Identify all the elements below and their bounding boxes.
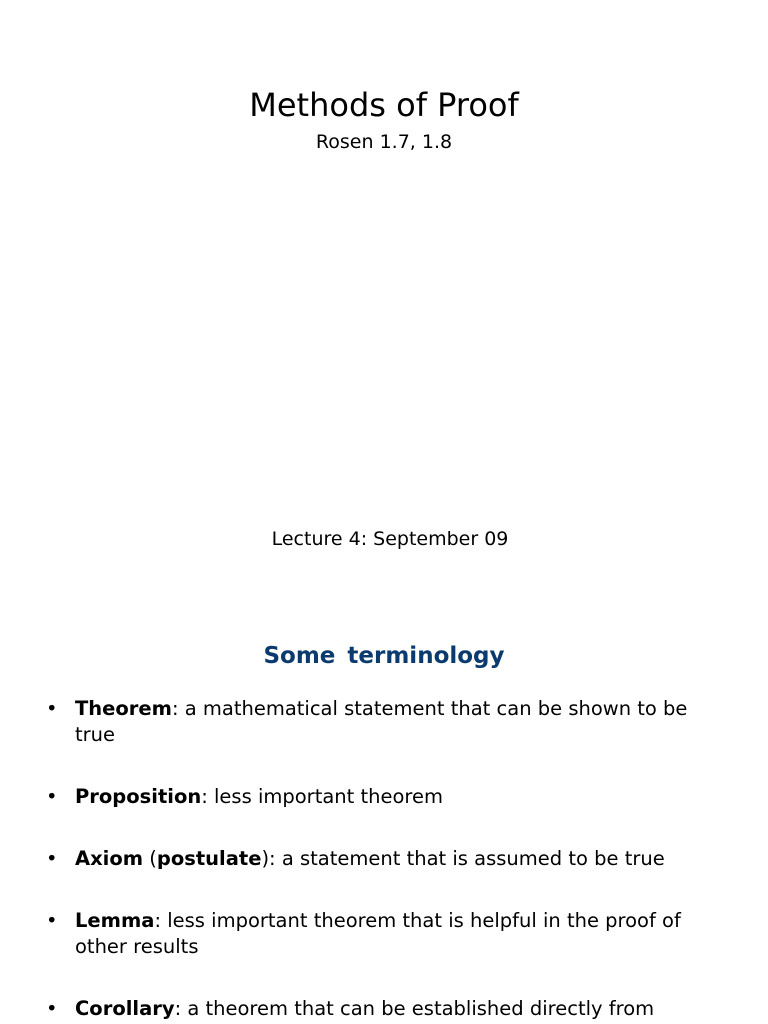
term-name: Axiom — [75, 847, 144, 870]
term-definition: : less important theorem — [201, 785, 444, 808]
list-item-theorem — [0, 696, 768, 748]
term-name: Theorem — [75, 697, 172, 720]
bullet-icon: • — [46, 847, 58, 870]
bullet-icon: • — [46, 997, 58, 1020]
list-item-axiom — [0, 846, 768, 872]
bullet-icon: • — [46, 909, 58, 932]
term-name: Corollary — [75, 997, 175, 1020]
lecture-label: Lecture 4: September 09 — [271, 528, 509, 550]
term-definition: ): a statement that is assumed to be true — [261, 847, 665, 870]
page-subtitle: Rosen 1.7, 1.8 — [315, 131, 453, 153]
list-item-lemma — [0, 908, 768, 960]
list-item-corollary — [0, 996, 768, 1022]
list-item-proposition — [0, 784, 768, 810]
term-name: Lemma — [75, 909, 155, 932]
term-definition: : less important theorem that is helpful in the proof of other results — [75, 909, 681, 958]
bullet-icon: • — [46, 697, 58, 720]
terminology-list — [0, 696, 768, 1024]
term-name: Proposition — [75, 785, 202, 808]
term-open-paren: ( — [143, 847, 157, 870]
term-definition: : a theorem that can be established directly from — [174, 997, 655, 1020]
section-heading: Some terminology — [263, 643, 505, 669]
bullet-icon: • — [46, 785, 58, 808]
term-alt-name: postulate — [156, 847, 262, 870]
page-title: Methods of Proof — [249, 86, 519, 124]
term-definition: : a mathematical statement that can be shown to be true — [75, 697, 688, 746]
